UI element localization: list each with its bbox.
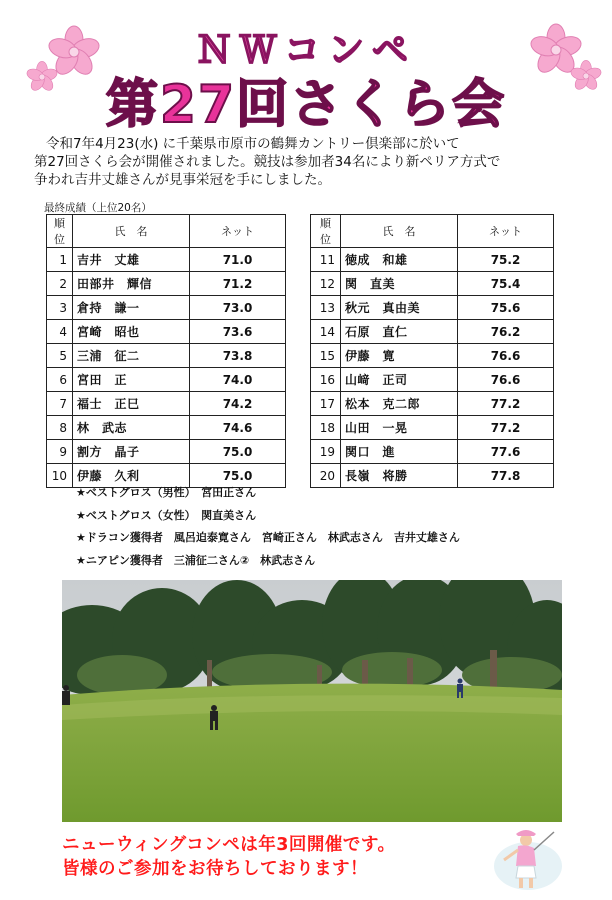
name-cell: 三浦 征二	[73, 344, 190, 368]
rank-cell: 4	[47, 320, 73, 344]
header-rank: 順位	[47, 215, 73, 248]
rank-cell: 17	[311, 392, 341, 416]
intro-line1: 令和7年4月23(水) に千葉県市原市の鶴舞カントリー倶楽部に於いて	[46, 136, 460, 152]
net-cell: 73.6	[190, 320, 286, 344]
name-cell: 倉持 謙一	[73, 296, 190, 320]
name-cell: 石原 直仁	[341, 320, 458, 344]
net-cell: 75.0	[190, 440, 286, 464]
net-cell: 73.0	[190, 296, 286, 320]
title-line2: 第27回さくら会	[105, 75, 507, 135]
name-cell: 松本 克二郎	[341, 392, 458, 416]
name-cell: 福士 正巳	[73, 392, 190, 416]
results-table-left	[46, 214, 286, 488]
rank-cell: 20	[311, 464, 341, 488]
rank-cell: 10	[47, 464, 73, 488]
header-name: 氏 名	[341, 215, 458, 248]
footer-line2: 皆様のご参加をお待ちしております！	[62, 859, 368, 879]
table-row	[311, 416, 554, 440]
net-cell: 77.8	[458, 464, 554, 488]
table-row	[311, 248, 554, 272]
awards-list	[76, 484, 460, 574]
net-cell: 77.6	[458, 440, 554, 464]
rank-cell: 11	[311, 248, 341, 272]
net-cell: 76.2	[458, 320, 554, 344]
name-cell: 関 直美	[341, 272, 458, 296]
header-net: ネット	[458, 215, 554, 248]
table-row	[311, 392, 554, 416]
table-header-row	[311, 215, 554, 248]
award-best-gross-women: ★ベストグロス（女性） 関直美さん	[76, 508, 257, 522]
table-row	[47, 320, 286, 344]
footer-line1: ニューウィングコンペは年3回開催です。	[62, 835, 396, 855]
net-cell: 75.2	[458, 248, 554, 272]
name-cell: 徳成 和雄	[341, 248, 458, 272]
rank-cell: 13	[311, 296, 341, 320]
header-net: ネット	[190, 215, 286, 248]
rank-cell: 15	[311, 344, 341, 368]
rank-cell: 12	[311, 272, 341, 296]
table-row	[311, 440, 554, 464]
net-cell: 71.2	[190, 272, 286, 296]
rank-cell: 19	[311, 440, 341, 464]
net-cell: 76.6	[458, 344, 554, 368]
net-cell: 73.8	[190, 344, 286, 368]
rank-cell: 5	[47, 344, 73, 368]
rank-cell: 9	[47, 440, 73, 464]
golfer-illustration	[488, 826, 563, 892]
name-cell: 吉井 丈雄	[73, 248, 190, 272]
name-cell: 宮田 正	[73, 368, 190, 392]
name-cell: 田部井 輝信	[73, 272, 190, 296]
table-row	[47, 296, 286, 320]
intro-line3: 争われ吉井丈雄さんが見事栄冠を手にしました。	[34, 172, 331, 188]
name-cell: 関口 進	[341, 440, 458, 464]
net-cell: 71.0	[190, 248, 286, 272]
net-cell: 75.6	[458, 296, 554, 320]
rank-cell: 7	[47, 392, 73, 416]
intro-paragraph	[34, 135, 594, 189]
award-long-drive: ★ドラコン獲得者 風呂迫泰寛さん 宮崎正さん 林武志さん 吉井丈雄さん	[76, 531, 460, 544]
name-cell: 宮崎 昭也	[73, 320, 190, 344]
net-cell: 77.2	[458, 416, 554, 440]
rank-cell: 6	[47, 368, 73, 392]
rank-cell: 18	[311, 416, 341, 440]
net-cell: 74.2	[190, 392, 286, 416]
table-row	[311, 320, 554, 344]
net-cell: 77.2	[458, 392, 554, 416]
table-row	[311, 296, 554, 320]
header-name: 氏 名	[73, 215, 190, 248]
rank-cell: 14	[311, 320, 341, 344]
table-row	[47, 272, 286, 296]
results-caption: 最終成績（上位20名）	[44, 202, 152, 214]
rank-cell: 2	[47, 272, 73, 296]
name-cell: 林 武志	[73, 416, 190, 440]
net-cell: 75.4	[458, 272, 554, 296]
table-row	[311, 368, 554, 392]
net-cell: 76.6	[458, 368, 554, 392]
footer-message	[62, 833, 396, 881]
name-cell: 伊藤 寛	[341, 344, 458, 368]
name-cell: 秋元 真由美	[341, 296, 458, 320]
award-best-gross-men: ★ベストグロス（男性） 宮田正さん	[76, 486, 257, 499]
name-cell: 長嶺 将勝	[341, 464, 458, 488]
rank-cell: 3	[47, 296, 73, 320]
name-cell: 山﨑 正司	[341, 368, 458, 392]
table-header-row	[47, 215, 286, 248]
name-cell: 伊藤 久利	[73, 464, 190, 488]
table-row	[47, 344, 286, 368]
golf-course-photo	[62, 580, 562, 822]
table-row	[47, 248, 286, 272]
title-line1: ＮＷコンペ	[195, 30, 416, 71]
rank-cell: 8	[47, 416, 73, 440]
table-row	[47, 368, 286, 392]
rank-cell: 1	[47, 248, 73, 272]
table-row	[47, 416, 286, 440]
table-row	[47, 440, 286, 464]
results-table-right	[310, 214, 554, 488]
net-cell: 74.6	[190, 416, 286, 440]
net-cell: 74.0	[190, 368, 286, 392]
intro-line2: 第27回さくら会が開催されました。競技は参加者34名により新ペリア方式で	[34, 154, 501, 170]
header-rank: 順位	[311, 215, 341, 248]
rank-cell: 16	[311, 368, 341, 392]
award-nearest-pin: ★ニアピン獲得者 三浦征二さん② 林武志さん	[76, 553, 316, 567]
table-row	[311, 344, 554, 368]
table-row	[47, 392, 286, 416]
name-cell: 山田 一晃	[341, 416, 458, 440]
net-cell: 75.0	[190, 464, 286, 488]
table-row	[311, 272, 554, 296]
name-cell: 割方 晶子	[73, 440, 190, 464]
